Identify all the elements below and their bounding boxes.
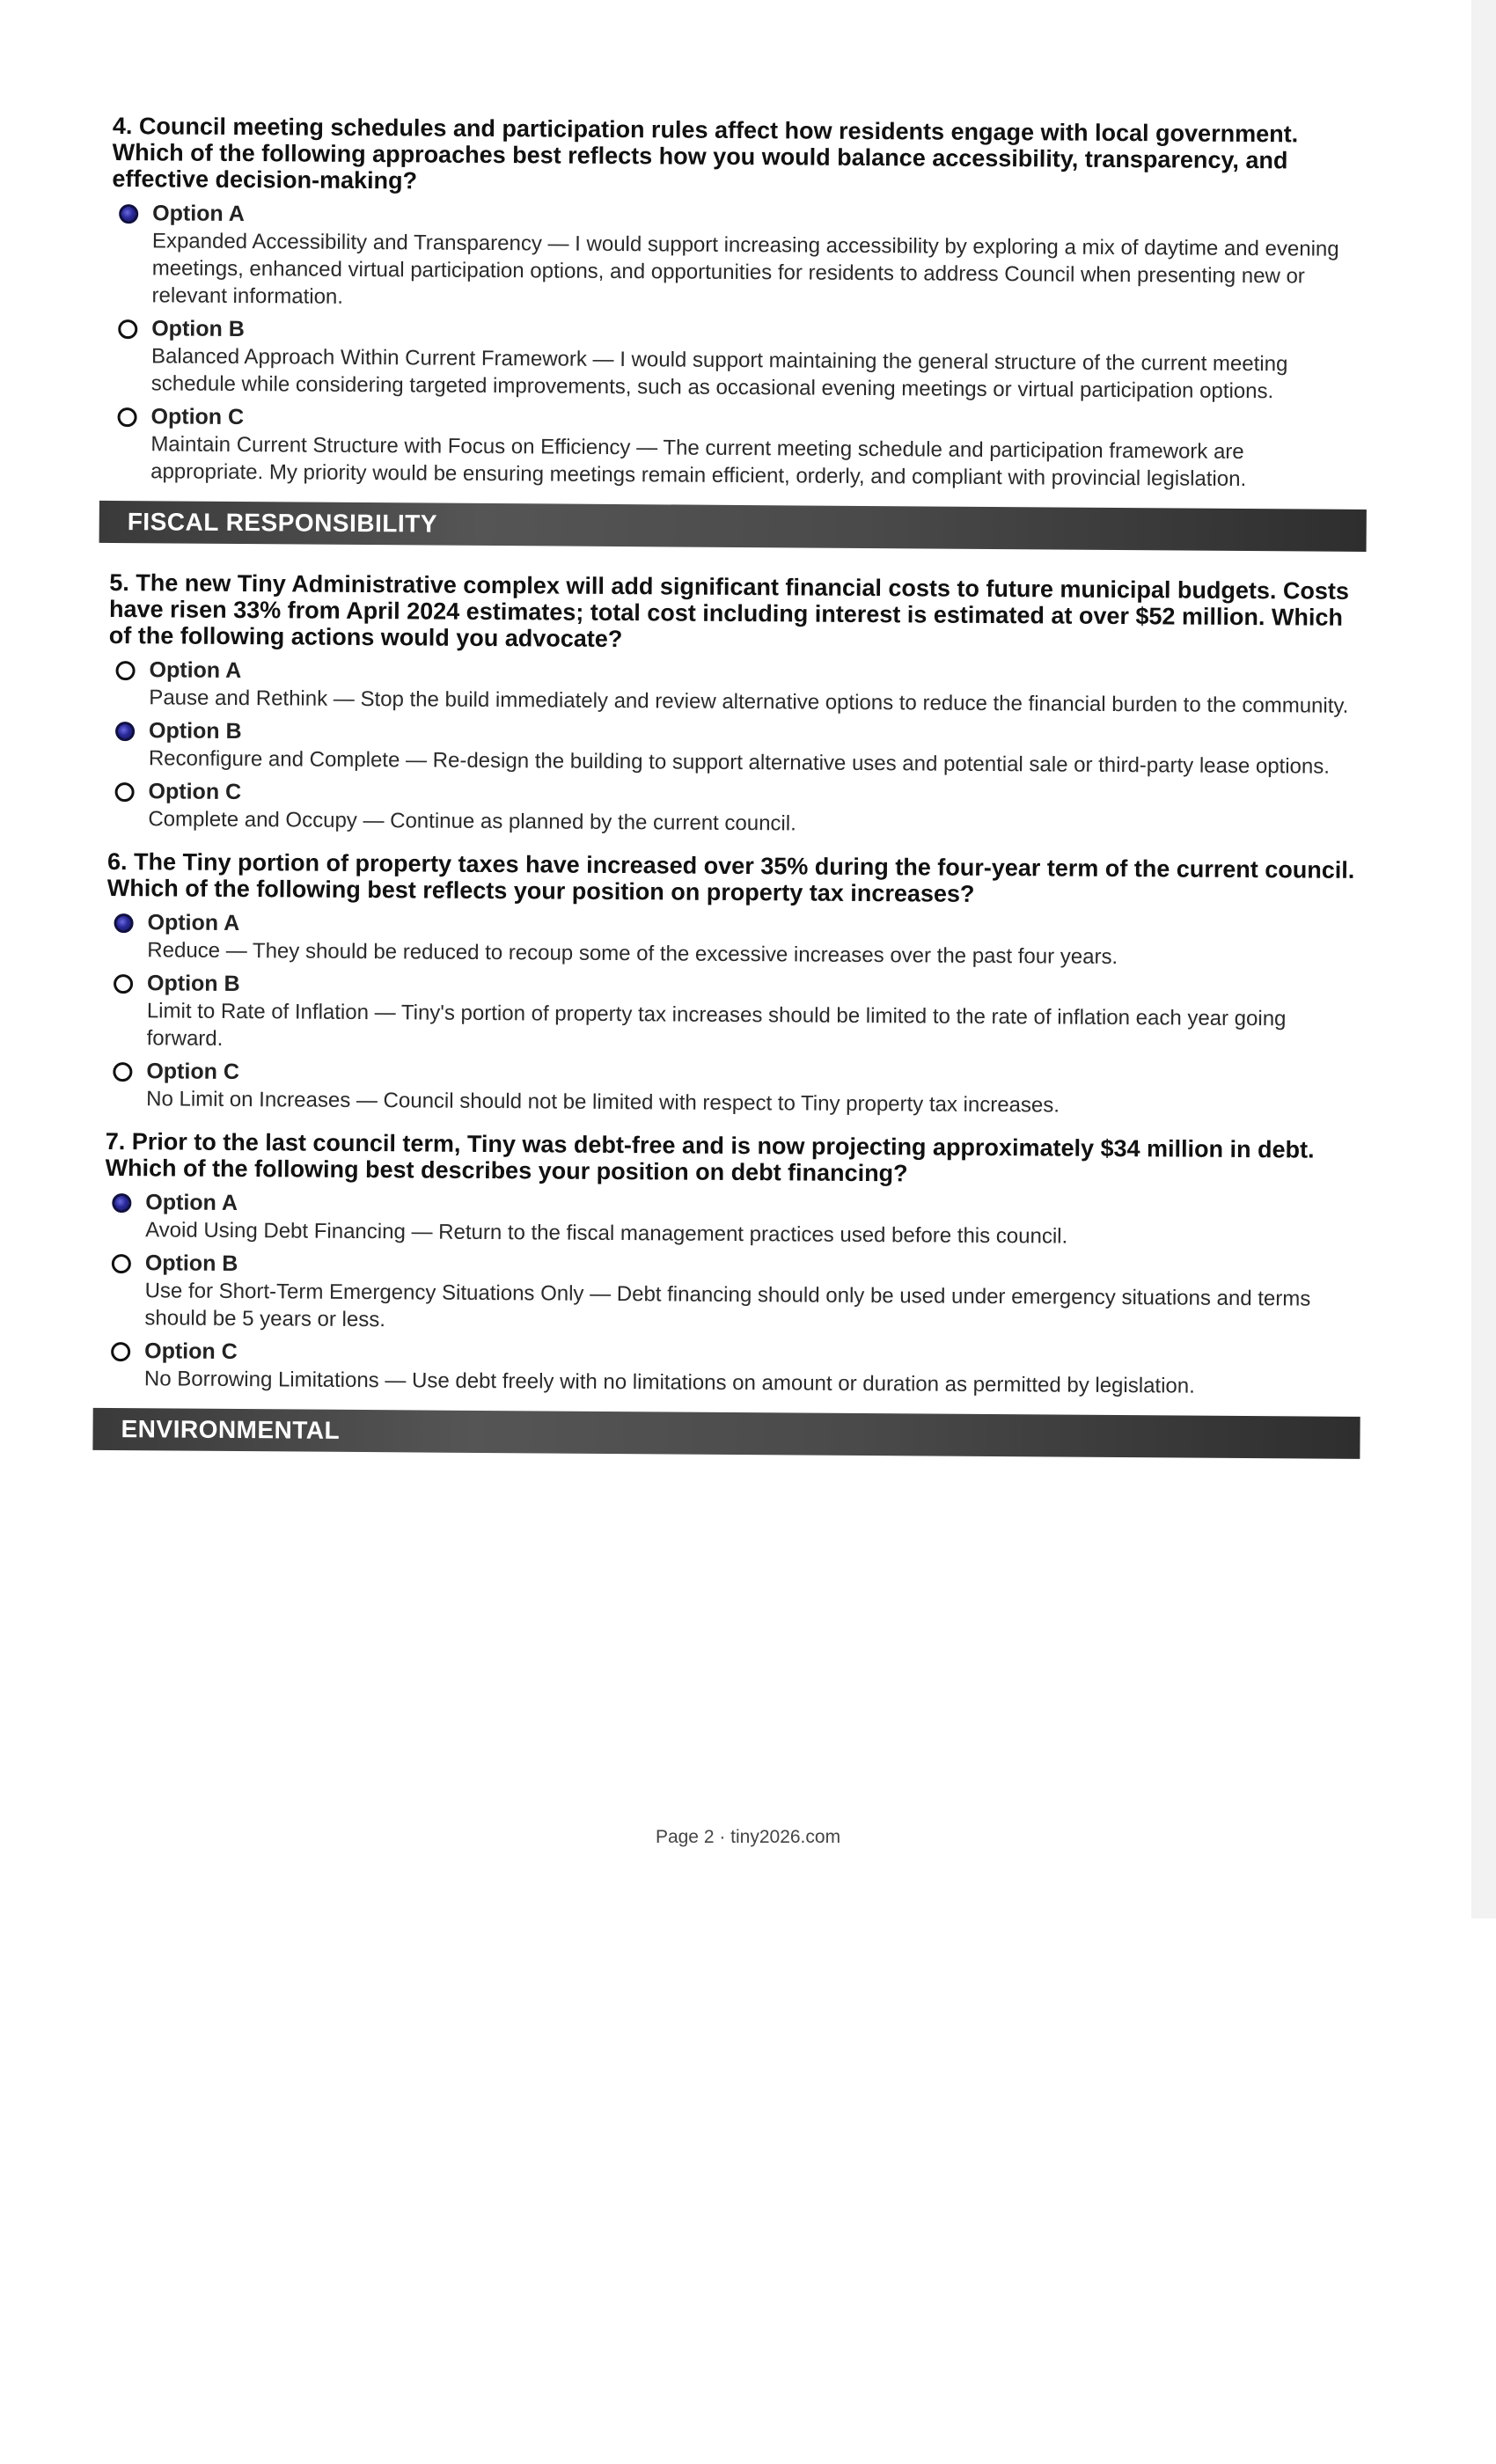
option-label: Option C [146, 1059, 240, 1085]
section-header-fiscal: FISCAL RESPONSIBILITY [99, 501, 1367, 552]
option-c[interactable] [106, 1057, 1355, 1121]
question-text: 7. Prior to the last council term, Tiny was debt-free and is now projecting approximately $34 million in debt. Which of the following best describes your position on debt financing? [105, 1127, 1315, 1187]
question-6 [106, 848, 1357, 1121]
radio-empty-icon[interactable] [115, 782, 135, 802]
section-header-environmental: ENVIRONMENTAL [92, 1408, 1360, 1459]
page-footer: Page 2 · tiny2026.com [655, 1827, 841, 1847]
question-7 [104, 1128, 1355, 1401]
option-label: Option B [144, 1250, 238, 1277]
option-b[interactable] [104, 1249, 1354, 1340]
option-label: Option C [150, 404, 245, 430]
option-b[interactable] [111, 314, 1361, 406]
option-description: Maintain Current Structure with Focus on Efficiency — The current meeting schedule and participation framework are appropriate. My priority would be ensuring meetings remain efficient, orderly, and compliant with provincial legislation. [150, 432, 1247, 492]
question-text: 6. The Tiny portion of property taxes have increased over 35% during the four-year term of the current council. Which of the following best reflects your position on property tax increases? [106, 847, 1355, 907]
option-description: Reconfigure and Complete — Re-design the building to support alternative uses and potential sale or third-party lease options. [148, 746, 1331, 779]
radio-selected-icon[interactable] [112, 1193, 131, 1213]
option-label: Option A [145, 1190, 238, 1216]
radio-selected-icon[interactable] [119, 204, 138, 224]
radio-empty-icon[interactable] [111, 1342, 130, 1361]
radio-empty-icon[interactable] [113, 1062, 132, 1082]
radio-empty-icon[interactable] [118, 319, 137, 339]
option-description: Complete and Occupy — Continue as planned by the current council. [148, 807, 796, 836]
radio-empty-icon[interactable] [114, 974, 133, 994]
option-description: Balanced Approach Within Current Framework — I would support maintaining the general structure of the current meeting schedule while considering targeted improvements, such as occasional evening meetings or virtual participation options. [150, 344, 1288, 404]
option-label: Option B [151, 316, 245, 342]
option-description: Pause and Rethink — Stop the build immediately and review alternative options to reduce the financial burden to the community. [149, 686, 1349, 718]
option-c[interactable] [107, 777, 1357, 841]
option-description: Use for Short-Term Emergency Situations Only — Debt financing should only be used under emergency situations and terms should be 5 years or less. [144, 1279, 1311, 1332]
survey-content [103, 113, 1362, 1485]
option-b[interactable] [106, 969, 1357, 1060]
question-text: 5. The new Tiny Administrative complex will add significant financial costs to future municipal budgets. Costs have risen 33% from April 2024 estimates; total cost including interest is estimated at over $52 million. Which of the following actions would you advocate? [108, 568, 1350, 653]
radio-empty-icon[interactable] [112, 1254, 131, 1273]
option-label: Option A [149, 657, 242, 684]
option-description: Expanded Accessibility and Transparency — I would support increasing accessibility by exploring a mix of daytime and evening meetings, enhanced virtual participation options, and opportunities for residents to address Council when presenting new or relevant information. [151, 229, 1339, 309]
scan-edge-shadow [1471, 0, 1496, 1918]
option-a[interactable] [108, 656, 1358, 720]
option-a[interactable] [111, 199, 1361, 318]
option-c[interactable] [104, 1337, 1353, 1401]
option-label: Option B [149, 718, 242, 744]
radio-selected-icon[interactable] [114, 913, 133, 933]
option-description: No Limit on Increases — Council should not be limited with respect to Tiny property tax increases. [146, 1087, 1060, 1118]
question-4 [110, 113, 1362, 494]
option-a[interactable] [105, 1188, 1354, 1252]
option-b[interactable] [108, 716, 1358, 781]
radio-empty-icon[interactable] [118, 407, 137, 427]
radio-selected-icon[interactable] [115, 722, 135, 741]
option-c[interactable] [110, 402, 1360, 494]
option-label: Option C [144, 1338, 238, 1365]
option-label: Option B [146, 971, 240, 997]
option-label: Option C [148, 779, 242, 805]
option-description: Limit to Rate of Inflation — Tiny's portion of property tax increases should be limited to the rate of inflation each year going forward. [146, 999, 1287, 1051]
option-label: Option A [147, 910, 240, 936]
option-label: Option A [152, 201, 245, 227]
option-a[interactable] [106, 908, 1356, 972]
radio-empty-icon[interactable] [115, 661, 135, 680]
option-description: Avoid Using Debt Financing — Return to the fiscal management practices used before this council. [145, 1218, 1068, 1249]
option-description: No Borrowing Limitations — Use debt freely with no limitations on amount or duration as permitted by legislation. [143, 1367, 1195, 1398]
question-text: 4. Council meeting schedules and participation rules affect how residents engage with local government. Which of the following approaches best reflects how you would balance accessibility, transparency, and effective decision-making? [112, 113, 1299, 194]
option-description: Reduce — They should be reduced to recoup some of the excessive increases over the past four years. [147, 938, 1118, 969]
question-5 [107, 569, 1359, 841]
